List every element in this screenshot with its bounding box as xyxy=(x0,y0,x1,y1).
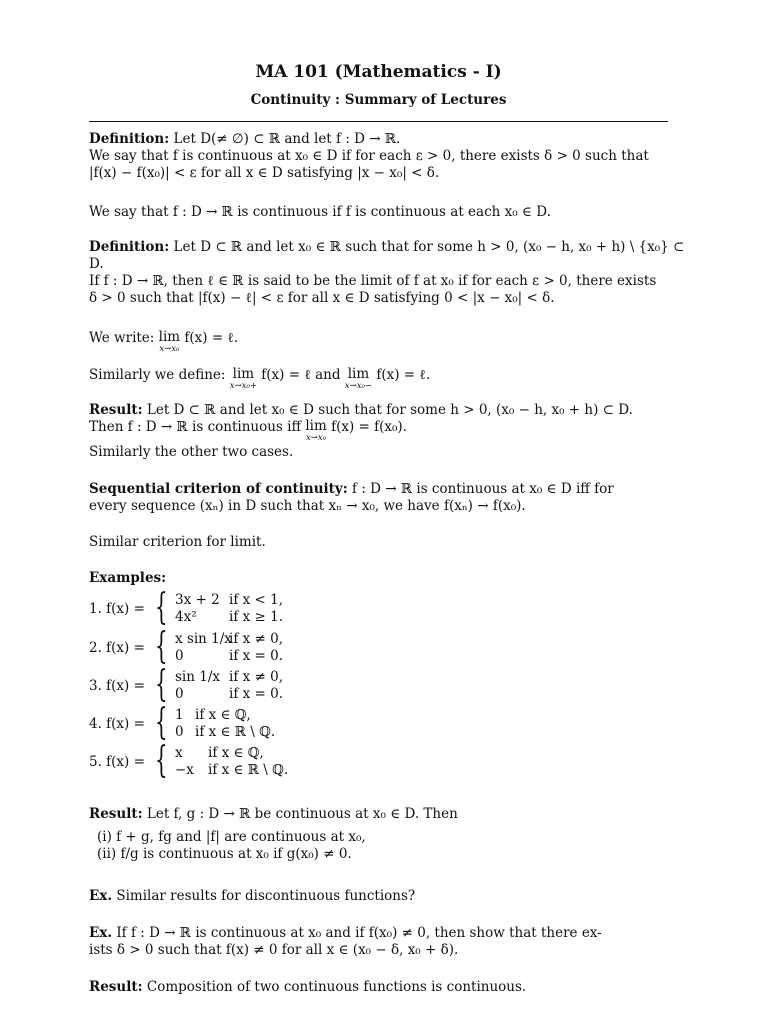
case-condition: if x < 1, xyxy=(229,592,283,608)
case-value: 3x + 2 xyxy=(175,592,220,608)
definition-line: D. xyxy=(89,256,104,272)
case-value: 0 xyxy=(175,648,184,664)
result-composition xyxy=(89,979,668,996)
lim-subscript: x→x₀+ xyxy=(229,381,257,391)
lim-text: lim xyxy=(347,366,370,382)
limit-expression: f(x) = ℓ. xyxy=(376,367,431,383)
limit-criterion-note: Similar criterion for limit. xyxy=(89,534,266,550)
lim-subscript: x→x₀− xyxy=(344,381,373,391)
lim-text: lim xyxy=(305,418,327,434)
title-rule xyxy=(89,121,668,122)
result-text: Composition of two continuous functions is continuous. xyxy=(146,979,527,995)
definition-line: |f(x) − f(x₀)| < ε for all x ∈ D satisfying |x − x₀| < δ. xyxy=(89,165,440,181)
definition-line xyxy=(89,239,685,256)
definition-continuity xyxy=(89,131,668,182)
exercise-discontinuous xyxy=(89,888,668,905)
case-condition: if x ≠ 0, xyxy=(229,669,283,685)
result-label: Result: xyxy=(89,979,143,995)
result-label: Result: xyxy=(89,402,143,418)
result-list-item: (ii) f/g is continuous at x₀ if g(x₀) ≠ 0. xyxy=(97,846,352,862)
criterion-line xyxy=(89,481,668,498)
limit-operator xyxy=(345,367,372,391)
example-item xyxy=(89,664,668,705)
case-value: 1 xyxy=(175,707,184,723)
page-title: MA 101 (Mathematics - I) xyxy=(255,62,502,82)
brace-icon: { xyxy=(155,587,168,628)
result-line xyxy=(89,806,668,823)
definition-line: We say that f is continuous at x₀ ∈ D if for each ε > 0, there exists δ > 0 such that xyxy=(89,148,649,164)
sequential-criterion xyxy=(89,481,668,515)
example-item xyxy=(89,702,668,743)
criterion-line: every sequence (xₙ) in D such that xₙ → x₀, we have f(xₙ) → f(x₀). xyxy=(89,498,526,514)
exercise-text: Similar results for discontinuous functions? xyxy=(116,888,416,904)
lim-subscript: x→x₀ xyxy=(306,433,327,443)
example-item xyxy=(89,587,668,628)
continuity-statement: We say that f : D → ℝ is continuous if f is continuous at each x₀ ∈ D. xyxy=(89,204,551,220)
case-condition: if x ≥ 1. xyxy=(229,609,283,625)
limit-expression: f(x) = f(x₀). xyxy=(331,419,407,435)
exercise-label: Ex. xyxy=(89,925,113,941)
lim-text: lim xyxy=(232,366,255,382)
exercise-nonzero xyxy=(89,925,668,959)
case-value: −x xyxy=(175,762,194,778)
limit-expression: f(x) = ℓ and xyxy=(261,367,341,383)
similar-label: Similarly we define: xyxy=(89,367,226,383)
definition-line: δ > 0 such that |f(x) − ℓ| < ε for all x ∈ D satisfying 0 < |x − x₀| < δ. xyxy=(89,290,555,306)
exercise-label: Ex. xyxy=(89,888,113,904)
definition-line xyxy=(89,131,668,148)
definition-limit xyxy=(89,239,685,307)
limit-operator xyxy=(305,419,326,443)
result-continuity-limit xyxy=(89,402,668,443)
result-line xyxy=(89,419,668,443)
brace-icon: { xyxy=(155,702,168,743)
result-label: Result: xyxy=(89,806,143,822)
case-condition: if x ∈ ℝ \ ℚ. xyxy=(208,762,289,778)
lim-text: lim xyxy=(158,329,181,345)
result-text: Then f : D → ℝ is continuous iff xyxy=(89,419,302,435)
case-value: 0 xyxy=(175,724,184,740)
page-subtitle: Continuity : Summary of Lectures xyxy=(250,92,507,108)
case-condition: if x = 0. xyxy=(229,686,283,702)
exercise-line: ists δ > 0 such that f(x) ≠ 0 for all x ∈ (x₀ − δ, x₀ + δ). xyxy=(89,942,459,958)
criterion-label: Sequential criterion of continuity: xyxy=(89,481,348,497)
example-lhs: 2. f(x) = xyxy=(89,640,145,656)
case-condition: if x ≠ 0, xyxy=(229,631,283,647)
examples-label: Examples: xyxy=(89,570,167,586)
example-lhs: 3. f(x) = xyxy=(89,678,145,694)
brace-icon: { xyxy=(155,626,168,667)
case-value: 4x² xyxy=(175,609,197,625)
exercise-line xyxy=(89,925,668,942)
lim-subscript: x→x₀ xyxy=(159,344,180,354)
exercise-text: If f : D → ℝ is continuous at x₀ and if f(x₀) ≠ 0, then show that there ex- xyxy=(116,925,602,941)
limit-expression: f(x) = ℓ. xyxy=(184,330,239,346)
case-condition: if x ∈ ℚ, xyxy=(208,745,264,761)
case-value: x sin 1/x xyxy=(175,631,232,647)
case-value: 0 xyxy=(175,686,184,702)
example-lhs: 4. f(x) = xyxy=(89,716,145,732)
case-condition: if x ∈ ℝ \ ℚ. xyxy=(195,724,276,740)
one-sided-limits xyxy=(89,367,668,391)
write-label: We write: xyxy=(89,330,155,346)
case-value: sin 1/x xyxy=(175,669,220,685)
limit-operator xyxy=(159,330,180,354)
result-algebra xyxy=(89,806,668,823)
definition-label: Definition: xyxy=(89,131,170,147)
limit-operator xyxy=(230,367,257,391)
definition-label: Definition: xyxy=(89,239,170,255)
similarly-note: Similarly the other two cases. xyxy=(89,444,294,460)
example-item xyxy=(89,740,668,781)
result-text: Let D ⊂ ℝ and let x₀ ∈ D such that for some h > 0, (x₀ − h, x₀ + h) ⊂ D. xyxy=(146,402,633,418)
brace-icon: { xyxy=(155,740,168,781)
definition-text: Let D(≠ ∅) ⊂ ℝ and let f : D → ℝ. xyxy=(173,131,401,147)
criterion-text: f : D → ℝ is continuous at x₀ ∈ D iff for xyxy=(352,481,614,497)
definition-text: Let D ⊂ ℝ and let x₀ ∈ ℝ such that for some h > 0, (x₀ − h, x₀ + h) \ {x₀} ⊂ xyxy=(173,239,685,255)
result-line xyxy=(89,402,668,419)
example-lhs: 5. f(x) = xyxy=(89,754,145,770)
limit-notation xyxy=(89,330,668,354)
example-lhs: 1. f(x) = xyxy=(89,601,145,617)
case-value: x xyxy=(175,745,183,761)
example-item xyxy=(89,626,668,667)
brace-icon: { xyxy=(155,664,168,705)
result-list-item: (i) f + g, fg and |f| are continuous at x₀, xyxy=(97,829,366,845)
case-condition: if x ∈ ℚ, xyxy=(195,707,251,723)
result-text: Let f, g : D → ℝ be continuous at x₀ ∈ D. Then xyxy=(146,806,458,822)
case-condition: if x = 0. xyxy=(229,648,283,664)
definition-line: If f : D → ℝ, then ℓ ∈ ℝ is said to be the limit of f at x₀ if for each ε > 0, there exists xyxy=(89,273,657,289)
